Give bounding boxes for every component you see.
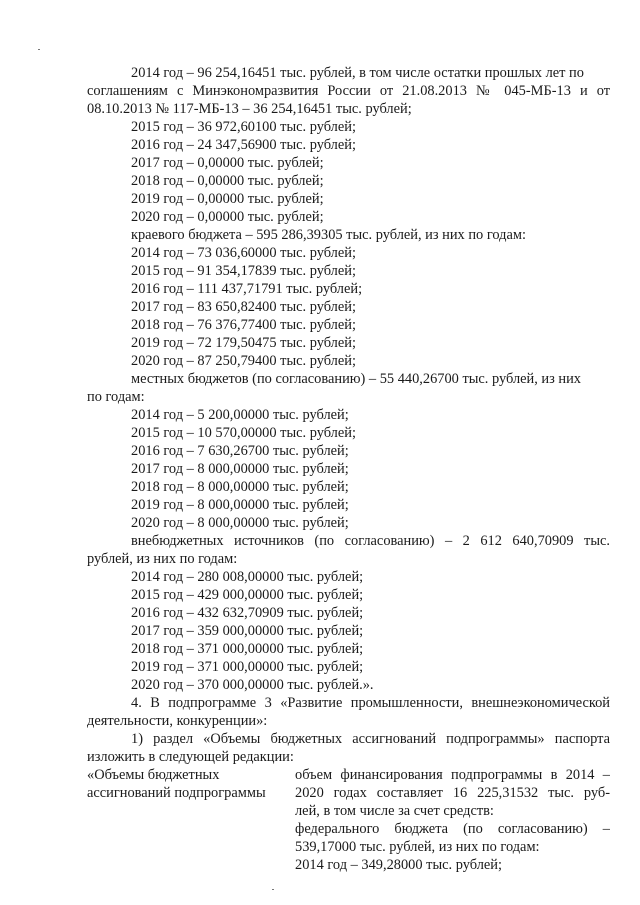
text-line: 2017 год – 83 650,82400 тыс. рублей; — [131, 299, 356, 315]
text-line: деятельности, конкуренции»: — [87, 713, 268, 729]
text-line: 2018 год – 8 000,00000 тыс. рублей; — [131, 479, 349, 495]
table-value-line: лей, в том числе за счет средств: — [295, 803, 494, 819]
text-line: 2015 год – 36 972,60100 тыс. рублей; — [131, 119, 356, 135]
text-line: 2016 год – 111 437,71791 тыс. рублей; — [131, 281, 363, 297]
text-line: 2020 год – 370 000,00000 тыс. рублей.». — [131, 677, 374, 693]
text-line: 2018 год – 0,00000 тыс. рублей; — [131, 173, 324, 189]
text-line: 2018 год – 76 376,77400 тыс. рублей; — [131, 317, 356, 333]
text-line: 2020 год – 8 000,00000 тыс. рублей; — [131, 515, 349, 531]
text-line: 2014 год – 280 008,00000 тыс. рублей; — [131, 569, 364, 585]
text-line: соглашениям с Минэкономразвития России от 21.08.2013 № 045-МБ-13 и от — [87, 83, 610, 99]
table-value-line: объем финансирования подпрограммы в 2014 – — [295, 767, 610, 783]
text-line: 2015 год – 429 000,00000 тыс. рублей; — [131, 587, 364, 603]
text-line: 2019 год – 371 000,00000 тыс. рублей; — [131, 659, 364, 675]
text-line: 2017 год – 359 000,00000 тыс. рублей; — [131, 623, 364, 639]
text-line: 2014 год – 96 254,16451 тыс. рублей, в том числе остатки прошлых лет по — [131, 65, 584, 81]
text-line: 2019 год – 72 179,50475 тыс. рублей; — [131, 335, 356, 351]
table-value-line: 539,17000 тыс. рублей, из них по годам: — [295, 839, 540, 855]
text-line: по годам: — [87, 389, 145, 405]
table-value-line: 2014 год – 349,28000 тыс. рублей; — [295, 857, 502, 873]
text-line: 2014 год – 73 036,60000 тыс. рублей; — [131, 245, 356, 261]
text-line: 2017 год – 0,00000 тыс. рублей; — [131, 155, 324, 171]
scan-speck — [272, 889, 274, 890]
text-line: 1) раздел «Объемы бюджетных ассигнований подпрограммы» паспорта — [131, 731, 610, 747]
text-line: 08.10.2013 № 117-МБ-13 – 36 254,16451 тыс. рублей; — [87, 101, 412, 117]
text-line: 2016 год – 7 630,26700 тыс. рублей; — [131, 443, 349, 459]
text-line: 2015 год – 10 570,00000 тыс. рублей; — [131, 425, 356, 441]
text-line: 2019 год – 8 000,00000 тыс. рублей; — [131, 497, 349, 513]
table-label-cell: «Объемы бюджетных — [87, 767, 220, 783]
text-line: краевого бюджета – 595 286,39305 тыс. рублей, из них по годам: — [131, 227, 526, 243]
text-line: 2019 год – 0,00000 тыс. рублей; — [131, 191, 324, 207]
text-line: 2018 год – 371 000,00000 тыс. рублей; — [131, 641, 364, 657]
text-line: 2017 год – 8 000,00000 тыс. рублей; — [131, 461, 349, 477]
text-line: 4. В подпрограмме 3 «Развитие промышленности, внешнеэкономической — [131, 695, 610, 711]
text-line: местных бюджетов (по согласованию) – 55 440,26700 тыс. рублей, из них — [131, 371, 582, 387]
text-line: рублей, из них по годам: — [87, 551, 238, 567]
text-line: 2020 год – 87 250,79400 тыс. рублей; — [131, 353, 356, 369]
text-line: 2016 год – 432 632,70909 тыс. рублей; — [131, 605, 364, 621]
table-value-line: 2020 годах составляет 16 225,31532 тыс. руб- — [295, 785, 610, 801]
scan-speck — [38, 49, 40, 50]
text-line: 2015 год – 91 354,17839 тыс. рублей; — [131, 263, 356, 279]
table-value-line: федерального бюджета (по согласованию) – — [295, 821, 610, 837]
table-label-cell: ассигнований подпрограммы — [87, 785, 266, 801]
text-line: внебюджетных источников (по согласованию) – 2 612 640,70909 тыс. — [131, 533, 610, 549]
text-line: 2014 год – 5 200,00000 тыс. рублей; — [131, 407, 349, 423]
text-line: 2020 год – 0,00000 тыс. рублей; — [131, 209, 324, 225]
text-line: 2016 год – 24 347,56900 тыс. рублей; — [131, 137, 356, 153]
text-line: изложить в следующей редакции: — [87, 749, 294, 765]
